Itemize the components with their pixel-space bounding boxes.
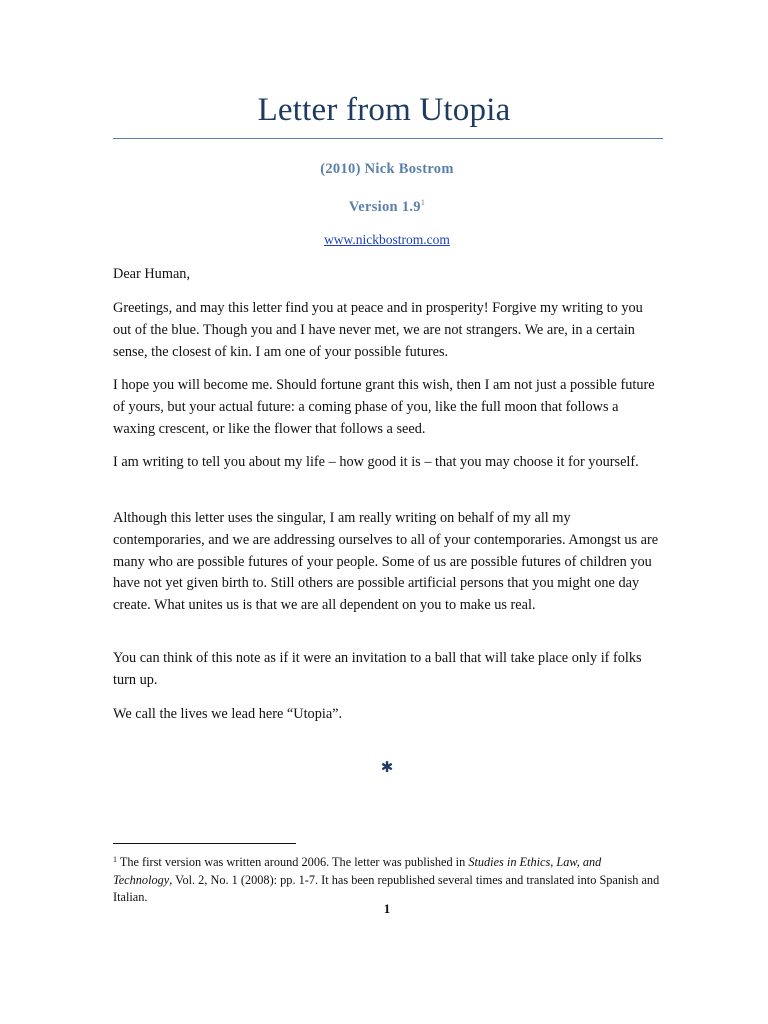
letter-paragraph [113,648,663,692]
paragraph-3: I am writing to tell you about my life – how good it is – that you may choose it for yourself. [113,454,639,470]
page-number: 1 [383,901,391,916]
letter-paragraph [113,452,663,474]
author-line: (2010) Nick Bostrom [320,161,454,177]
letter-paragraph [113,375,663,440]
version-line [0,198,768,216]
version-label: Version 1.9 [348,199,421,215]
paragraph-6: We call the lives we lead here “Utopia”. [113,706,343,722]
footnote-text-end: , Vol. 2, No. 1 (2008): pp. 1-7. It has been republished several times and translated into Spanish and Italian. [113,872,660,905]
title-divider [113,138,663,139]
paragraph-5: You can think of this note as if it were an invitation to a ball that will take place only if folks turn up. [113,650,642,688]
paragraph-2: I hope you will become me. Should fortune grant this wish, then I am not just a possible future of yours, but your actual future: a coming phase of you, like the full moon that follows a waxing crescent, or like the flower that follows a seed. [113,377,655,437]
paragraph-1: Greetings, and may this letter find you at peace and in prosperity! Forgive my writing to you out of the blue. Though you and I have never met, we are not strangers. We are, in a certain sense, the closest of kin. I am one of your possible futures. [113,300,643,360]
letter-paragraph [113,704,663,726]
paragraph-4: Although this letter uses the singular, I am really writing on behalf of my all my contemporaries, and we are addressing ourselves to all of your contemporaries. Amongst us are many who are possible futures of your people. Some of us are possible futures of children you have not yet given birth to. Still others are possible artificial persons that you might one day create. What unites us is that we are all dependent on you to make us real. [113,510,659,614]
asterisk-separator-icon: ✱ [380,760,394,776]
letter-paragraph [113,298,663,363]
author-website-link[interactable]: www.nickbostrom.com [324,232,450,247]
footnote-reference[interactable]: 1 [420,198,426,207]
letter-salutation [113,264,663,286]
footnote-text-start: The first version was written around 2006. The letter was published in [117,855,469,869]
letter-paragraph [113,508,663,617]
footnote-divider [113,843,296,844]
footnote [113,851,663,907]
document-title: Letter from Utopia [257,92,511,128]
salutation: Dear Human, [113,266,191,282]
footnote-marker: 1 [113,855,117,864]
footnote-journal-title: Studies in Ethics, Law, and Technology [113,855,602,887]
